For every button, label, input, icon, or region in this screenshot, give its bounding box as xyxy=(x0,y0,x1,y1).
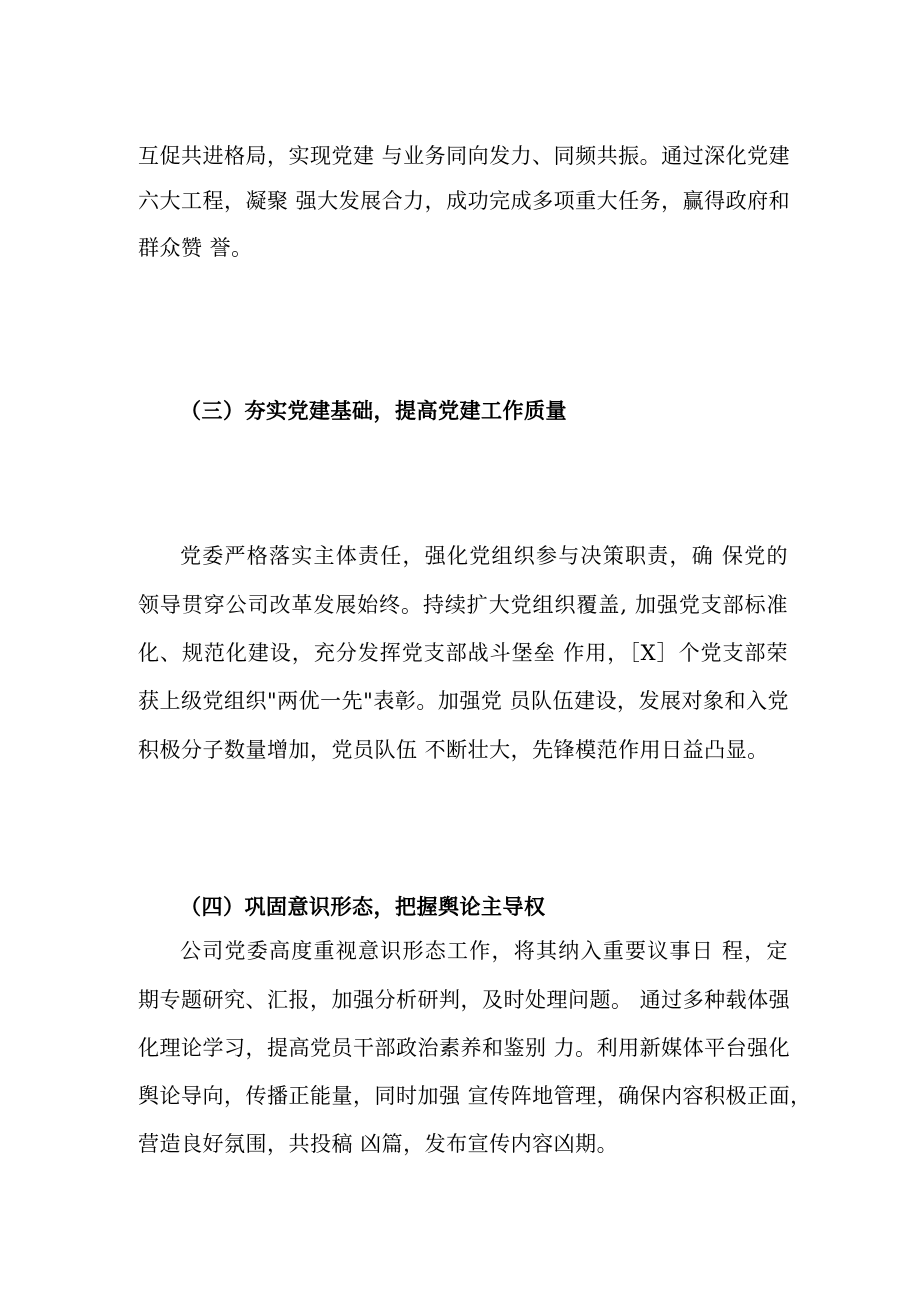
paragraph-line: 营造良好氛围，共投稿 凶篇，发布宣传内容凶期。 xyxy=(138,1132,619,1156)
paragraph-line: 领导贯穿公司改革发展始终。持续扩大党组织覆盖, 加强党支部标准 xyxy=(138,593,788,617)
paragraph-line: 公司党委高度重视意识形态工作，将其纳入重要议事日 程，定 xyxy=(180,939,788,963)
section-heading-3: （三）夯实党建基础，提高党建工作质量 xyxy=(180,398,567,423)
paragraph-line: 期专题研究、汇报，加强分析研判，及时处理问题。 通过多种载体强 xyxy=(138,988,791,1012)
paragraph-line: 获上级党组织"两优一先"表彰。加强党 员队伍建设，发展对象和入党 xyxy=(138,689,789,713)
paragraph-line: 群众赞 誉。 xyxy=(138,236,253,260)
paragraph-line: 化理论学习，提高党员干部政治素养和鉴别 力。利用新媒体平台强化 xyxy=(138,1036,791,1060)
paragraph-line: 舆论导向，传播正能量，同时加强 宣传阵地管理，确保内容积极正面， xyxy=(138,1084,812,1108)
paragraph-line: 化、规范化建设，充分发挥党支部战斗堡垒 作用，［X］个党支部荣 xyxy=(138,641,788,665)
paragraph-line: 党委严格落实主体责任，强化党组织参与决策职责，确 保党的 xyxy=(180,544,788,568)
paragraph-line: 积极分子数量增加，党员队伍 不断壮大，先锋模范作用日益凸显。 xyxy=(138,738,769,762)
paragraph-line: 互促共进格局，实现党建 与业务同向发力、同频共振。通过深化党建 xyxy=(138,144,791,168)
section-heading-4: （四）巩固意识形态，把握舆论主导权 xyxy=(180,894,546,919)
paragraph-line: 六大工程，凝聚 强大发展合力，成功完成多项重大任务，赢得政府和 xyxy=(138,189,791,213)
